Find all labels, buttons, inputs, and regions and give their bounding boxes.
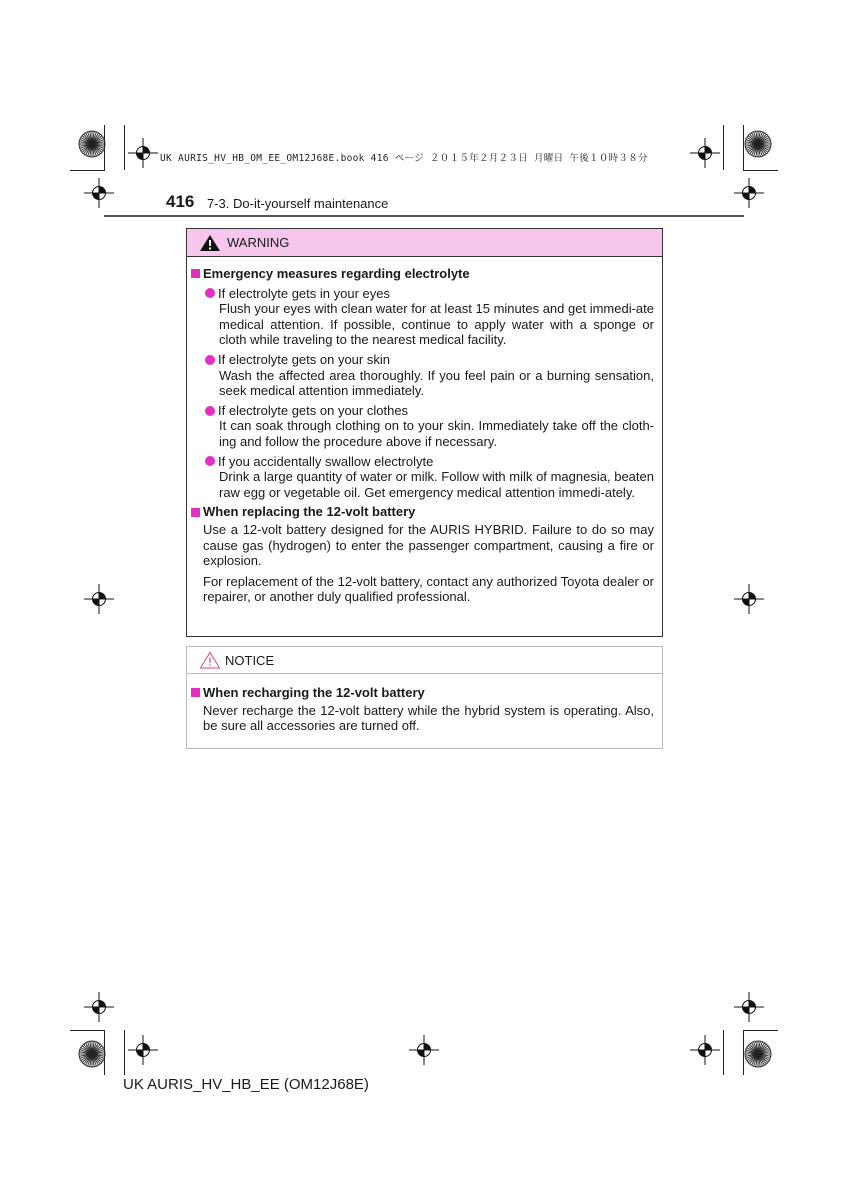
trim-line xyxy=(723,1030,724,1075)
trim-line xyxy=(743,1030,778,1031)
registration-mark xyxy=(128,1035,158,1065)
trim-line xyxy=(104,125,105,170)
registration-mark xyxy=(734,992,764,1022)
section-heading: When recharging the 12-volt battery xyxy=(191,685,654,701)
header-rule xyxy=(104,215,744,217)
trim-line xyxy=(124,1030,125,1075)
circle-bullet-icon xyxy=(205,355,215,365)
circle-bullet-icon xyxy=(205,406,215,416)
print-metadata: UK AURIS_HV_HB_OM_EE_OM12J68E.book 416 ページ ２０１５年２月２３日 月曜日 午後１０時３８分 xyxy=(160,153,648,164)
square-bullet-icon xyxy=(191,508,200,517)
bullet-text: Wash the affected area thoroughly. If you feel pain or a burning sensation, seek medical attention immediately. xyxy=(219,367,654,399)
list-item xyxy=(205,286,654,348)
color-rosette-bottom-left xyxy=(78,1040,106,1068)
registration-mark xyxy=(84,992,114,1022)
bullet-title: If electrolyte gets on your clothes xyxy=(218,402,409,418)
trim-line xyxy=(124,125,125,170)
trim-line xyxy=(104,1030,105,1075)
list-item xyxy=(205,454,654,501)
paragraph: For replacement of the 12-volt battery, contact any authorized Toyota dealer or repairer, or another duly qualified professional. xyxy=(203,573,654,605)
registration-mark xyxy=(409,1035,439,1065)
notice-header xyxy=(187,647,662,674)
bullet-title: If electrolyte gets on your skin xyxy=(218,351,390,367)
bullet-text: Drink a large quantity of water or milk. Follow with milk of magnesia, beaten raw egg or vegetable oil. Get emergency medical attention immedi-ately. xyxy=(219,469,654,500)
section-heading: When replacing the 12-volt battery xyxy=(191,504,654,520)
list-item xyxy=(205,352,654,399)
list-item xyxy=(205,403,654,450)
registration-mark xyxy=(84,178,114,208)
trim-line xyxy=(743,170,778,171)
circle-bullet-icon xyxy=(205,288,215,298)
footer-model-code: UK AURIS_HV_HB_EE (OM12J68E) xyxy=(123,1076,369,1093)
trim-line xyxy=(743,125,744,170)
paragraph: Never recharge the 12-volt battery while the hybrid system is operating. Also, be sure all accessories are turned off. xyxy=(203,702,654,734)
registration-mark xyxy=(128,138,158,168)
warning-triangle-icon xyxy=(199,234,221,252)
paragraph: Use a 12-volt battery designed for the AURIS HYBRID. Failure to do so may cause gas (hydrogen) to enter the passenger compartment, causing a fire or explosion. xyxy=(203,521,654,569)
color-rosette-bottom-right xyxy=(744,1040,772,1068)
square-bullet-icon xyxy=(191,688,200,697)
warning-body xyxy=(187,257,662,605)
trim-line xyxy=(743,1030,744,1075)
registration-mark xyxy=(84,584,114,614)
square-bullet-icon xyxy=(191,269,200,278)
notice-triangle-icon xyxy=(199,651,221,669)
registration-mark xyxy=(690,1035,720,1065)
registration-mark xyxy=(734,178,764,208)
warning-box xyxy=(186,228,663,637)
bullet-title: If electrolyte gets in your eyes xyxy=(218,285,390,301)
trim-line xyxy=(70,1030,105,1031)
bullet-text: Flush your eyes with clean water for at least 15 minutes and get immedi-ate medical attention. If possible, continue to apply water with a sponge or cloth while traveling to the nearest medical facility. xyxy=(219,301,654,348)
notice-body xyxy=(187,674,662,734)
color-rosette-top-right xyxy=(744,130,772,158)
warning-header xyxy=(187,229,662,257)
trim-line xyxy=(723,125,724,170)
notice-box xyxy=(186,646,663,749)
registration-mark xyxy=(734,584,764,614)
bullet-text: It can soak through clothing on to your skin. Immediately take off the cloth-ing and follow the procedure above if necessary. xyxy=(219,418,654,449)
circle-bullet-icon xyxy=(205,456,215,466)
registration-mark xyxy=(690,138,720,168)
page-number: 416 xyxy=(166,192,195,211)
notice-label: NOTICE xyxy=(225,652,275,668)
section-title: 7-3. Do-it-yourself maintenance xyxy=(207,196,389,211)
color-rosette-top-left xyxy=(78,130,106,158)
section-heading: Emergency measures regarding electrolyte xyxy=(191,266,654,282)
bullet-title: If you accidentally swallow electrolyte xyxy=(218,453,434,469)
trim-line xyxy=(70,170,105,171)
warning-label: WARNING xyxy=(227,235,290,250)
